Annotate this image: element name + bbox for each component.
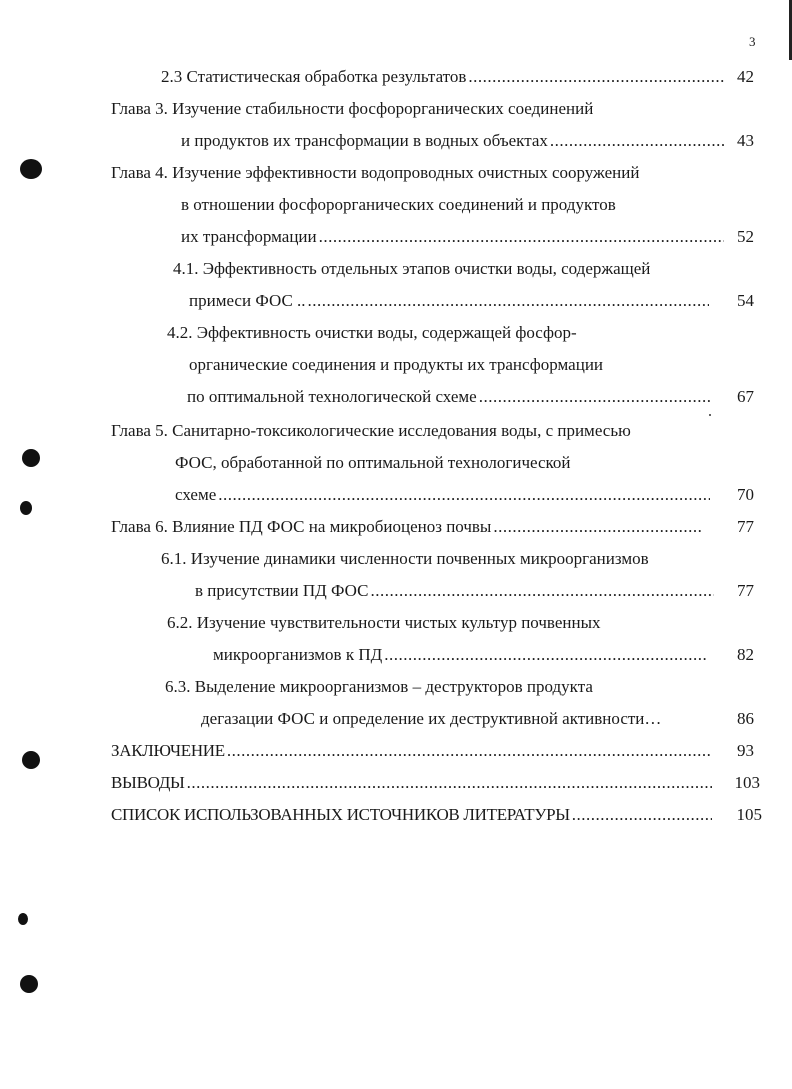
- page-number: 3: [749, 34, 756, 49]
- toc-entry-title: примеси ФОС ..: [189, 291, 306, 310]
- dot-leader: [319, 225, 724, 249]
- toc-page-number: 70: [737, 485, 754, 504]
- dot-leader: [468, 65, 724, 89]
- toc-entry-title: в отношении фосфорорганических соединений и продуктов: [181, 195, 616, 214]
- toc-page-number: 42: [737, 67, 754, 86]
- dot-leader: [308, 289, 709, 313]
- toc-page-number: 77: [737, 517, 754, 536]
- dot-leader: [370, 579, 714, 603]
- toc-page-number: 43: [737, 131, 754, 150]
- toc-entry-title: СПИСОК ИСПОЛЬЗОВАННЫХ ИСТОЧНИКОВ ЛИТЕРАТУРЫ: [111, 805, 570, 824]
- toc-page-number: 93: [737, 741, 754, 760]
- toc-entry-title: дегазации ФОС и определение их деструктивной активности…: [201, 709, 662, 728]
- toc-page-number: 105: [736, 805, 762, 824]
- toc-entry-chapter-5-cont[interactable]: [175, 451, 571, 475]
- dot-leader: [218, 483, 710, 507]
- toc-page-number: 52: [737, 227, 754, 246]
- toc-entry-title: и продуктов их трансформации в водных объектах: [181, 131, 548, 150]
- toc-entry-chapter-4-cont[interactable]: [181, 225, 724, 249]
- dot-leader: [572, 803, 712, 827]
- toc-entry-references[interactable]: [111, 803, 712, 827]
- toc-entry-6-3[interactable]: [165, 675, 593, 699]
- punch-hole: [20, 975, 38, 993]
- punch-hole: [22, 449, 40, 467]
- toc-entry-title: органические соединения и продукты их трансформации: [189, 355, 604, 374]
- toc-page-number: 103: [734, 773, 760, 792]
- toc-entry-4-2-cont[interactable]: [189, 353, 603, 377]
- toc-entry-chapter-3[interactable]: [111, 97, 593, 121]
- dot-leader: [187, 771, 712, 795]
- toc-entry-6-2[interactable]: [167, 611, 601, 635]
- toc-entry-chapter-4-cont[interactable]: [181, 193, 616, 217]
- dot-leader: [550, 129, 724, 153]
- toc-entry-4-2[interactable]: [167, 321, 577, 345]
- toc-entry-title: 4.2. Эффективность очистки воды, содержащей фосфор-: [167, 323, 577, 342]
- punch-hole: [20, 159, 42, 179]
- dot-leader: [479, 385, 712, 409]
- toc-entry-6-2-cont[interactable]: [213, 643, 706, 667]
- dot-leader: [493, 515, 702, 539]
- toc-entry-6-1-cont[interactable]: [195, 579, 714, 603]
- toc-entry-conclusion[interactable]: [111, 739, 712, 763]
- toc-entry-title: схеме: [175, 485, 217, 504]
- toc-entry-title: по оптимальной технологической схеме: [187, 387, 477, 406]
- toc-entry-6-3-cont[interactable]: [201, 707, 661, 731]
- toc-page-number: 77: [737, 581, 754, 600]
- toc-entry-title: ВЫВОДЫ: [111, 773, 185, 792]
- toc-entry-chapter-5[interactable]: [111, 419, 631, 443]
- toc-entry-title: Глава 5. Санитарно-токсикологические исследования воды, с примесью: [111, 421, 631, 440]
- toc-entry-2-3[interactable]: [161, 65, 724, 89]
- toc-entry-findings[interactable]: [111, 771, 712, 795]
- toc-entry-title: их трансформации: [181, 227, 317, 246]
- toc-entry-title: 6.3. Выделение микроорганизмов – деструкторов продукта: [165, 677, 593, 696]
- toc-entry-4-1-cont[interactable]: [189, 289, 709, 313]
- toc-page-number: 54: [737, 291, 754, 310]
- punch-hole: [18, 913, 28, 925]
- toc-entry-title: ЗАКЛЮЧЕНИЕ: [111, 741, 225, 760]
- punch-hole: [20, 501, 32, 515]
- toc-entry-title: 6.2. Изучение чувствительности чистых культур почвенных: [167, 613, 601, 632]
- toc-page-number: 86: [737, 709, 754, 728]
- toc-entry-title: 2.3 Статистическая обработка результатов: [161, 67, 467, 86]
- scan-speck: [709, 414, 711, 416]
- toc-page-number: 82: [737, 645, 754, 664]
- toc-entry-title: ФОС, обработанной по оптимальной технологической: [175, 453, 571, 472]
- toc-entry-4-1[interactable]: [173, 257, 650, 281]
- toc-entry-chapter-3-cont[interactable]: [181, 129, 724, 153]
- toc-entry-title: Глава 6. Влияние ПД ФОС на микробиоценоз почвы: [111, 517, 492, 536]
- toc-entry-title: 4.1. Эффективность отдельных этапов очистки воды, содержащей: [173, 259, 651, 278]
- dot-leader: [227, 739, 712, 763]
- toc-entry-chapter-6[interactable]: [111, 515, 702, 539]
- toc-entry-title: Глава 4. Изучение эффективности водопроводных очистных сооружений: [111, 163, 640, 182]
- toc-page-number: 67: [737, 387, 754, 406]
- toc-entry-6-1[interactable]: [161, 547, 649, 571]
- toc-entry-chapter-4[interactable]: [111, 161, 639, 185]
- toc-entry-title: в присутствии ПД ФОС: [195, 581, 369, 600]
- toc-entry-title: Глава 3. Изучение стабильности фосфорорганических соединений: [111, 99, 594, 118]
- punch-hole: [22, 751, 40, 769]
- dot-leader: [384, 643, 706, 667]
- toc-entry-title: 6.1. Изучение динамики численности почвенных микроорганизмов: [161, 549, 649, 568]
- toc-entry-4-2-cont[interactable]: [187, 385, 712, 409]
- toc-entry-chapter-5-cont[interactable]: [175, 483, 710, 507]
- toc-entry-title: микроорганизмов к ПД: [213, 645, 383, 664]
